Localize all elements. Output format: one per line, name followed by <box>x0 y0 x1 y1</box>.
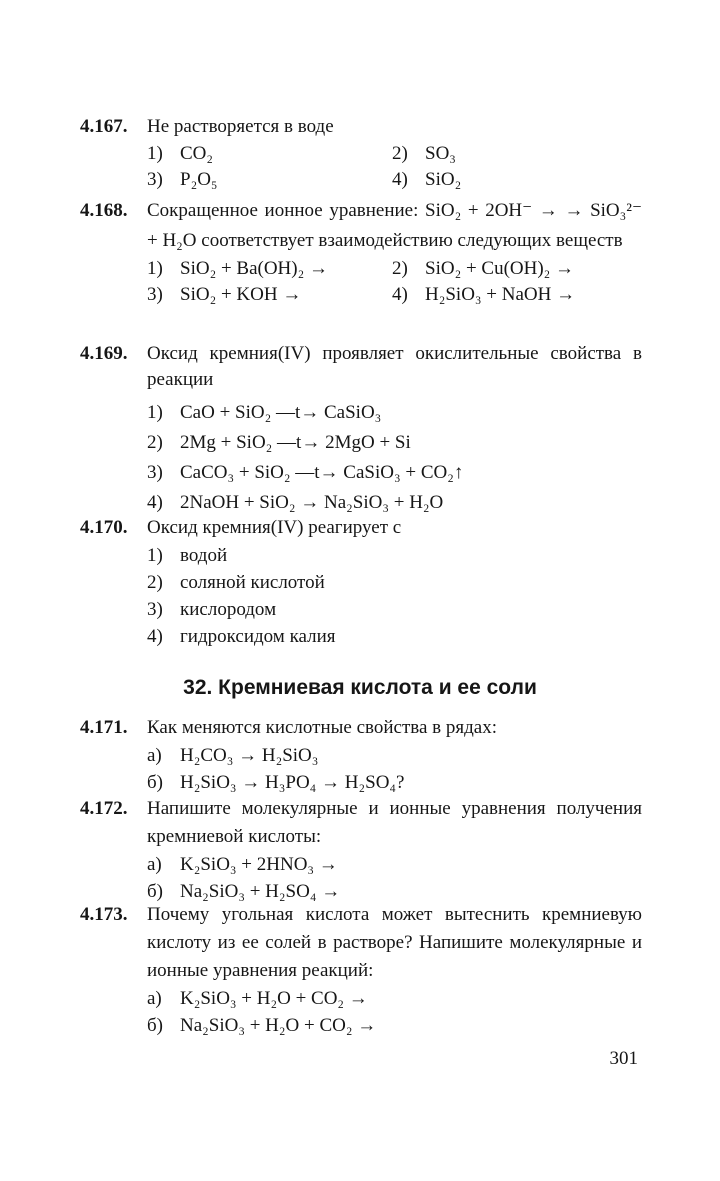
option-label: 3) <box>147 462 163 483</box>
option-label: 2) <box>147 572 163 593</box>
option-text: SiO₂ <box>425 169 462 190</box>
option-label: 4) <box>392 284 408 305</box>
option-text: кислородом <box>180 599 277 620</box>
option-text: CO₂ <box>180 143 214 164</box>
problem-text: Как меняются кислотные свойства в рядах: <box>147 717 498 738</box>
problem-4-172 <box>80 795 642 905</box>
answer-options <box>147 851 642 905</box>
option-label: 2) <box>392 258 408 279</box>
option-text: CaCO₃ + SiO₂ —t→ CaSiO₃ + CO₂↑ <box>180 462 464 483</box>
option-text: H₂CO₃ → H₂SiO₃ <box>180 745 319 766</box>
option-row <box>147 398 642 428</box>
answer-options <box>147 742 642 796</box>
option-row <box>147 428 642 458</box>
option-text: K₂SiO₃ + 2HNO₃ → <box>180 854 338 875</box>
problem-text: Почему угольная кислота может вытеснить кремниевую кислоту из ее солей в растворе? Напишите молекулярные и ионные уравнения реакций: <box>147 904 642 981</box>
option-label: а) <box>147 745 162 766</box>
option-row <box>147 851 642 878</box>
option-row <box>147 1012 642 1039</box>
option-row <box>147 256 642 282</box>
option-label: б) <box>147 772 163 793</box>
option-label: 3) <box>147 599 163 620</box>
page-number: 301 <box>609 1048 638 1069</box>
problem-4-167 <box>80 113 642 193</box>
option-row <box>147 458 642 488</box>
problem-4-169 <box>80 341 642 518</box>
problem-text: Оксид кремния(IV) реагирует с <box>147 517 402 538</box>
answer-options <box>147 542 642 650</box>
option-row <box>147 569 642 596</box>
problem-number: 4.171. <box>80 717 128 738</box>
option-text: гидроксидом калия <box>180 626 336 647</box>
problem-text: Сокращенное ионное уравнение: SiO₂ + 2OH⁻ → → SiO₃²⁻ + H₂O соответствует взаимодействию следующих веществ <box>147 200 642 251</box>
problem-number: 4.172. <box>80 798 128 819</box>
option-label: 2) <box>147 432 163 453</box>
option-text: SiO₂ + KOH → <box>180 284 302 305</box>
option-row <box>147 282 642 308</box>
option-label: а) <box>147 988 162 1009</box>
option-label: 1) <box>147 143 163 164</box>
option-label: 4) <box>392 169 408 190</box>
option-text: SiO₂ + Ba(OH)₂ → <box>180 258 328 279</box>
option-text: CaO + SiO₂ —t→ CaSiO₃ <box>180 402 382 423</box>
option-label: 4) <box>147 492 163 513</box>
option-text: Na₂SiO₃ + H₂O + CO₂ → <box>180 1015 377 1036</box>
answer-options <box>147 256 642 308</box>
option-row <box>147 141 642 167</box>
option-label: б) <box>147 1015 163 1036</box>
problem-number: 4.169. <box>80 343 128 364</box>
option-row <box>147 985 642 1012</box>
option-text: SO₃ <box>425 143 456 164</box>
answer-options <box>147 141 642 193</box>
problem-4-168 <box>80 196 642 308</box>
section-title: 32. Кремниевая кислота и ее соли <box>183 676 537 699</box>
problem-text: Напишите молекулярные и ионные уравнения получения кремниевой кислоты: <box>147 798 642 847</box>
problem-number: 4.168. <box>80 200 128 221</box>
option-label: 1) <box>147 545 163 566</box>
option-label: 4) <box>147 626 163 647</box>
problem-text: Не растворяется в воде <box>147 116 334 137</box>
option-label: 2) <box>392 143 408 164</box>
option-text: 2NaOH + SiO₂ → Na₂SiO₃ + H₂O <box>180 492 444 513</box>
option-text: K₂SiO₃ + H₂O + CO₂ → <box>180 988 368 1009</box>
option-label: 3) <box>147 284 163 305</box>
problem-text: Оксид кремния(IV) проявляет окислительные свойства в реакции <box>147 343 642 390</box>
option-text: SiO₂ + Cu(OH)₂ → <box>425 258 575 279</box>
option-row <box>147 742 642 769</box>
answer-options <box>147 985 642 1039</box>
option-text: соляной кислотой <box>180 572 325 593</box>
option-label: 1) <box>147 258 163 279</box>
answer-options <box>147 398 642 518</box>
option-text: H₂SiO₃ → H₃PO₄ → H₂SO₄? <box>180 772 405 793</box>
option-row <box>147 167 642 193</box>
problem-number: 4.170. <box>80 517 128 538</box>
problem-4-173 <box>80 901 642 1039</box>
option-row <box>147 542 642 569</box>
option-label: а) <box>147 854 162 875</box>
problem-4-171 <box>80 714 642 796</box>
option-text: H₂SiO₃ + NaOH → <box>425 284 576 305</box>
option-row <box>147 769 642 796</box>
option-label: б) <box>147 881 163 902</box>
option-text: водой <box>180 545 228 566</box>
problem-number: 4.167. <box>80 116 128 137</box>
option-label: 3) <box>147 169 163 190</box>
problem-4-170 <box>80 514 642 650</box>
problem-number: 4.173. <box>80 904 128 925</box>
option-row <box>147 596 642 623</box>
option-text: Na₂SiO₃ + H₂SO₄ → <box>180 881 341 902</box>
option-label: 1) <box>147 402 163 423</box>
option-text: 2Mg + SiO₂ —t→ 2MgO + Si <box>180 432 411 453</box>
option-text: P₂O₅ <box>180 169 218 190</box>
option-row <box>147 623 642 650</box>
